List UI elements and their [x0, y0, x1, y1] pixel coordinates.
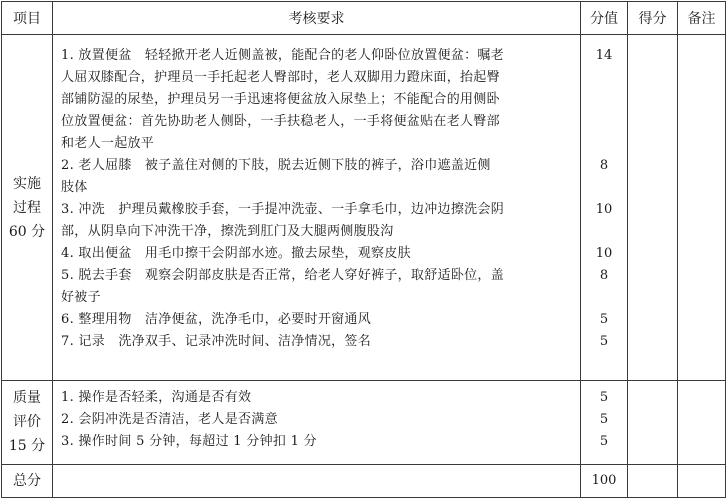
requirement-line: 1. 放置便盆 轻轻掀开老人近侧盖被，能配合的老人仰卧位放置便盆：嘱老 [61, 48, 505, 64]
points-value: 14 [595, 48, 613, 64]
requirement-line: 位放置便盆：首先协助老人侧卧，一手扶稳老人，一手将便盆贴在老人臀部 [61, 114, 500, 130]
requirement-line: 肢体 [61, 180, 88, 196]
execution-score-cell[interactable] [628, 35, 678, 380]
header-item: 项目 [2, 2, 53, 35]
total-points: 100 [581, 464, 628, 498]
points-value: 5 [599, 433, 609, 449]
header-score: 得分 [628, 2, 678, 35]
requirement-line: 1. 操作是否轻柔，沟通是否有效 [61, 389, 252, 405]
header-row [2, 2, 726, 35]
points-value: 8 [599, 158, 609, 174]
header-remarks: 备注 [678, 2, 726, 35]
execution-requirements [53, 35, 581, 380]
quality-points [581, 380, 628, 464]
points-value: 5 [599, 411, 609, 427]
points-value: 5 [599, 334, 609, 350]
quality-remarks-cell[interactable] [678, 380, 726, 464]
quality-row [2, 380, 726, 464]
header-points: 分值 [581, 2, 628, 35]
requirement-line: 3. 冲洗 护理员戴橡胶手套，一手提冲洗壶、一手拿毛巾，边冲边擦洗会阴 [61, 202, 505, 218]
requirement-line: 好被子 [61, 290, 101, 306]
execution-category: 实施 过程 60 分 [2, 35, 53, 380]
total-label: 总分 [2, 464, 53, 498]
requirement-line: 2. 老人屈膝 被子盖住对侧的下肢，脱去近侧下肢的裤子，浴巾遮盖近侧 [61, 158, 491, 174]
requirement-line: 6. 整理用物 洁净便盆，洗净毛巾，必要时开窗通风 [61, 312, 372, 328]
points-value: 10 [595, 202, 613, 218]
points-value: 8 [599, 268, 609, 284]
requirement-line: 人屈双膝配合，护理员一手托起老人臀部时，老人双脚用力蹬床面，抬起臀 [61, 70, 500, 86]
total-score-cell[interactable] [628, 464, 678, 498]
quality-requirements [53, 380, 581, 464]
requirement-line: 5. 脱去手套 观察会阴部皮肤是否正常，给老人穿好裤子，取舒适卧位，盖 [61, 268, 505, 284]
execution-points [581, 35, 628, 380]
requirement-line: 4. 取出便盆 用毛巾擦干会阴部水迹。撤去尿垫，观察皮肤 [61, 246, 411, 262]
requirement-line: 2. 会阴冲洗是否清洁，老人是否满意 [61, 411, 278, 427]
points-value: 5 [599, 389, 609, 405]
assessment-table [1, 1, 726, 498]
points-value: 5 [599, 312, 609, 328]
total-requirements-cell [53, 464, 581, 498]
points-value: 10 [595, 246, 613, 262]
quality-category: 质量 评价 15 分 [2, 380, 53, 464]
total-remarks-cell[interactable] [678, 464, 726, 498]
requirement-line: 部，从阴阜向下冲洗干净，擦洗到肛门及大腿两侧腹股沟 [61, 224, 394, 240]
execution-row [2, 35, 726, 380]
requirement-line: 3. 操作时间 5 分钟，每超过 1 分钟扣 1 分 [61, 433, 317, 449]
total-row [2, 464, 726, 498]
execution-remarks-cell[interactable] [678, 35, 726, 380]
requirement-line: 部铺防湿的尿垫，护理员另一手迅速将便盆放入尿垫上；不能配合的用侧卧 [61, 92, 500, 108]
header-requirements: 考核要求 [53, 2, 581, 35]
quality-score-cell[interactable] [628, 380, 678, 464]
requirement-line: 7. 记录 洗净双手、记录冲洗时间、洁净情况，签名 [61, 334, 372, 350]
requirement-line: 和老人一起放平 [61, 136, 155, 152]
